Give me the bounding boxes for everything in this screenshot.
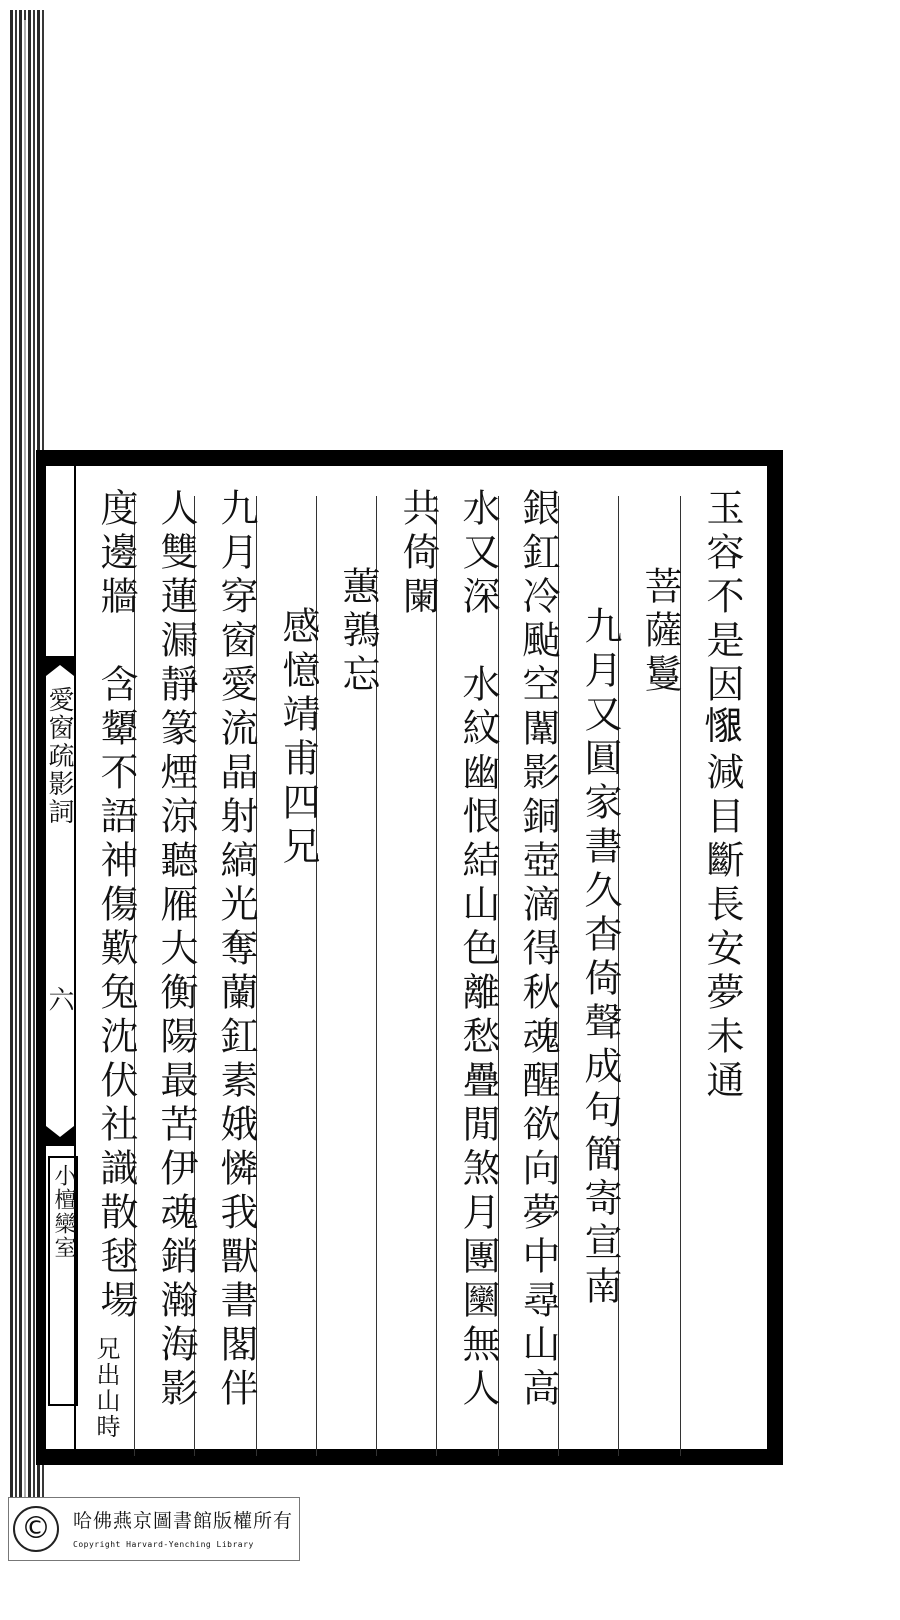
printed-block <box>36 450 783 1465</box>
lower-fishtail-mark <box>46 1126 74 1146</box>
copyright-notice <box>8 1497 300 1561</box>
fold-page-number: 六 <box>44 986 74 1014</box>
text-column-3-preface: 九月又圓家書久杳倚聲成句簡寄宣南 <box>578 606 622 1310</box>
text-column-11: 度邊牆 含顰不語神傷歎兔沈伏社識散毬場 <box>94 488 138 1324</box>
text-column-8-preface: 感憶靖甫四兄 <box>276 606 320 870</box>
copyright-chinese: 哈佛燕京圖書館版權所有 <box>73 1510 294 1532</box>
interlinear-annotation: 兄出山時 <box>92 1336 120 1440</box>
column-rule <box>436 496 437 1456</box>
fold-column <box>46 466 76 1449</box>
fold-book-title: 愛窗疏影詞 <box>44 686 74 826</box>
text-column-4: 銀釭冷颭空闈影銅壺滴得秋魂醒欲向夢中尋山高 <box>516 488 560 1412</box>
text-column-6: 共倚闌 <box>396 488 440 620</box>
text-column-10: 人雙蓮漏靜篆煙涼聽雁大衡陽最苦伊魂銷瀚海影 <box>154 488 198 1412</box>
text-column-9: 九月穿窗愛流晶射縞光奪蘭釭素娥憐我獸書閣伴 <box>214 488 258 1412</box>
text-column-2-title: 菩薩鬘 <box>638 566 682 698</box>
fold-studio-name: 小檀欒室 <box>51 1164 76 1260</box>
text-column-1: 玉容不是因𢢽減目斷長安夢未通 <box>700 488 744 1104</box>
text-column-5: 水又深 水紋幽恨結山色離愁疊閒煞月團圞無人 <box>456 488 500 1412</box>
copyright-english: Copyright Harvard-Yenching Library <box>73 1540 254 1549</box>
upper-fishtail-mark <box>46 656 74 676</box>
fold-studio-box <box>48 1156 78 1406</box>
copyright-icon: © <box>13 1506 59 1552</box>
binding-gap <box>22 20 26 1540</box>
text-column-7-title: 蕙鶉忘 <box>336 566 380 698</box>
